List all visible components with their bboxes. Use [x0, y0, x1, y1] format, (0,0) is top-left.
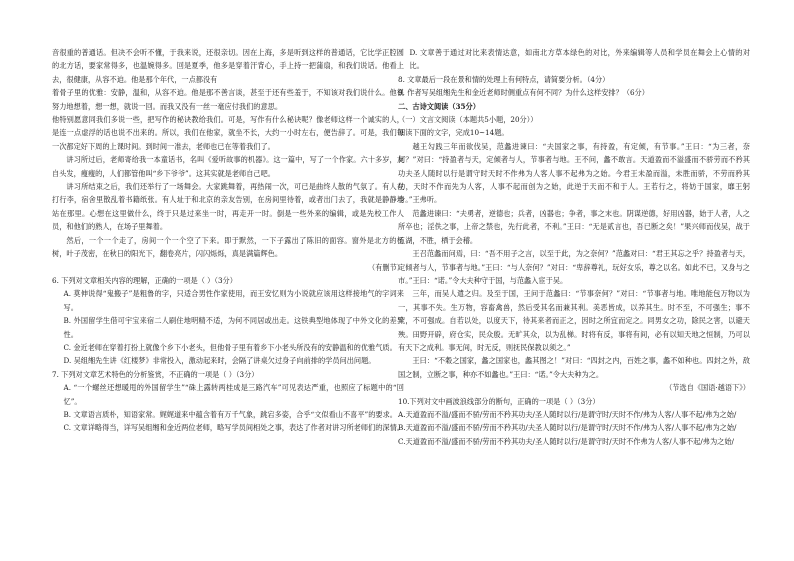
right-column — [398, 46, 750, 448]
paragraph-r5: （一）文言文阅读（本题共5小题，20分）） — [398, 115, 538, 125]
paragraph-l16: C. 文章详略得当，详写吴组缃和金近两位老师，略写学员间相处之事，表达了作者对讲习所老师们的深情。 — [63, 423, 404, 433]
paragraph-l6: 然后，一个一个走了，房间一个一个空了下来。即于默然，一下子露出了陈旧的面容。窗外是北方的杨树，叶子茂密，在秋日的阳光下，翻卷亮片，闪闪烁烁，真是满篇辉色。 — [52, 235, 404, 259]
paragraph-r1: D. 文章善于通过对比来表情达意，如南北方草本绿色的对比，外来编辑等人员和学员在舞会上心情的对比。 — [409, 48, 750, 71]
paragraph-l3: 他特别愿意同我们多说一些，把写作的秘诀教给我们。可是，写作有什么秘诀呢？像老师这样一个诚实的人，是连一点虚浮的话也说不出来的。所以，我们在他家，就坐不长，大约一小时左右，便告辞了。可是，我们每一次都定好下周的上课时间。到时间一准去，老师也已在等着我们了。 — [52, 115, 404, 151]
paragraph-r8: 范蠡进谏曰：“夫勇者，逆德也；兵者，凶器也；争者，事之末也。阴谋逆德，好用凶器，始于人者，人之所卒也；淫佚之事，上帝之禁也，先行此者，不利。”王曰：“无是贰言也，吾已断之矣！”果兴师而伐吴，战于五湖，不胜，栖于会稽。 — [398, 208, 750, 245]
paragraph-l11: C. 金近老师在穿着打扮上就像个乡下小老头，但他骨子里有着乡下小老头所没有的安静温和的优雅气质。 — [63, 342, 397, 352]
paragraph-r11: 王曰：“不穀之国家，蠡之国家也，蠡其图之！”对曰：“四封之内，百姓之事，蠡不如种也。四封之外，敌国之制，立断之事，种亦不如蠡也。”王曰：“诺。”令大夫种为之。 — [398, 356, 750, 379]
paragraph-r9: 王召范蠡而问焉，曰：“吾不用子之言，以至于此，为之奈何？”范蠡对曰：“君王其忘之乎？持盈者与天，定倾者与人，节事者与地。”王曰：“与人奈何？”对曰：“卑辞尊礼，玩好女乐，尊之以名。如此不已，又身与之市。”王曰：“诺。”令大夫种守于国，与范蠡入宦于吴。 — [398, 249, 750, 285]
left-column — [52, 46, 404, 435]
paragraph-l14: A. “一个螺丝还想暖甩的外国留学生”“硃上露转两桂成是三路汽车”可见表达严重，也照应了标题中的“回忆”。 — [63, 383, 404, 406]
paragraph-l5: 讲习所结束之后，我们还举行了一场舞会。大家跳舞着，再热闹一次，可已是曲终人散的气氛了。有人在打行李，宿舍里散乱着书籍纸张。有人址于和北京的亲友告别，在房间里待着，或者出门去了，我就是静静地站在那里。心想在这里做什么，终于只是过来坐一时，再走开一时。倒是一些外来的编辑，或是先校工作人员，和他们的熟人，在场子里舞着。 — [52, 182, 404, 232]
paragraph-l1: 音很重的普通话。但决不会听不懂，于我来说，还很亲切。因在上海，多是听到这样的普通话，它比学正腔圆的北方话，要家常得多，也温婉得多。回是夏季，他多是穿着汗背心，手上持一把蒲扇，和我们说话。他看上去，很健康，从容不迫。他是那个年代，一点都没有 — [52, 48, 404, 84]
paragraph-l13: 7. 下列对文章艺术特色的分析鉴赏，不正确的一项是（ ）（3分） — [52, 369, 259, 379]
paragraph-r14: A.天道盈而不溢/盛而不骄/劳而不矜其功夫/圣人随时以行/是谓守时/天时不作/弗为人客/人事不起/弗为之始/ — [398, 409, 737, 419]
paragraph-r15: B.天道盈而不溢/盛而不骄/劳而不矜其功/夫圣人随时以行/是谓守时/天时不作/弗为人客/人事不起/弗为之始/ — [398, 423, 737, 433]
paragraph-r13: 10.下列对文中画波浪线部分的断句，正确的一项是（ ）（3分） — [398, 396, 600, 406]
paragraph-r6: 阅读下面的文字，完成10~14题。 — [398, 128, 509, 138]
paragraph-l10: B. 外国留学生借可宇宝来宿二人刷住地明精不适，为何不同居或出走。这铁典型地体现了中外文化的差异性。 — [63, 316, 404, 339]
paragraph-r7: 越王勾践三年而欲伐吴，范蠡进谏曰：“夫国家之事，有持盈，有定倾，有节事。”王曰：“为三者，奈何？”对曰：“持盈者与天，定倾者与人，节事者与地。王不问，蠡不敢言。天道盈而不溢盛而不骄劳而不矜其功夫圣人随时以行是谓守时天时不作弗为人客人事不起弗为之始。今君王未盈而溢，未胜而骄，不劳而矜其功，天时不作而先为人客，人事不起而创为之始，此逆于天而不和于人。王若行之，将妨于国家，靡王躬身。”王弗听。 — [398, 141, 750, 205]
paragraph-l12: D. 吴组缃先生讲《红楼梦》非常投入，激动起来时，会隔了讲桌欠过身子向前排的学员问出问题。 — [63, 356, 376, 366]
paragraph-l15: B. 文章语言质朴，知语家常。娓娓道来中蕴含着有万千气象，跳宕多姿，合乎“文似看山不喜平”的要求。 — [63, 409, 397, 419]
paragraph-r4: 二、古诗文阅读（35分） — [398, 101, 480, 111]
paragraph-l4: 讲习所过后，老师寄给我一本童话书，名叫《爱听故事的机器》。这一篇中，写了一个作家。六十多岁，友自头发，瘦瘦的，人们都管他叫“乡下爷爷”。这其实就是老师自己吧。 — [52, 155, 404, 178]
paragraph-r3: 9. 作者写吴组缃先生和金近老师时侧重点有何不同？为什么这样安排？（6分） — [398, 88, 649, 98]
paragraph-l8: 6. 下列对文章相关内容的理解，正确的一项是（ ）（3分） — [52, 275, 237, 285]
paragraph-r10: 三年，而吴人遣之归。及至于国，王问于范蠡曰：“节事奈何？”对曰：“节事者与地。唯地能包万物以为一，其事不失。生万物，容畜禽兽，然后受其名而兼其利。美恶皆成，以养其生。时不至，不可强生；事不究，不可强成。自若以处，以度天下，待其来者而正之，因时之所宜而定之。同男女之功，除民之害，以避天殃。田野开辟，府仓实，民众殷。无旷其众，以为乱梯。时将有反，事将有间，必有以知天地之恒制，乃可以有天下之成利。事无间，时无反，则抚民保教以须之。” — [398, 289, 750, 352]
paragraph-l9: A. 莫伸说得“鬼搬子”是粗鲁的字，只适合男性作家使用，而王安忆则为小说就应该用这样接地气的字词来写。 — [63, 289, 404, 312]
paragraph-l2: 着骨子里的优雅：安静，温和，从容不迫。他是那不善言谈，甚至于还有些羞于，不知该对我们说什么。他很努力地想着，想一想，就说一回。而我又没有一丝一毫应付我们的意思。 — [52, 88, 404, 111]
paragraph-r12: （节选自《国语·越语下》） — [665, 383, 750, 393]
paragraph-r2: 8. 文章最后一段在景和情的处理上有何特点，请简要分析。（4分） — [398, 74, 610, 84]
paragraph-r16: C.天道盈而不溢/盛而不骄/劳而不矜其功夫/圣人随时以行/是谓守时/天时不作弗为人客/人事不起/弗为之始/ — [398, 436, 734, 446]
paragraph-l7: （有删节） — [368, 262, 404, 272]
